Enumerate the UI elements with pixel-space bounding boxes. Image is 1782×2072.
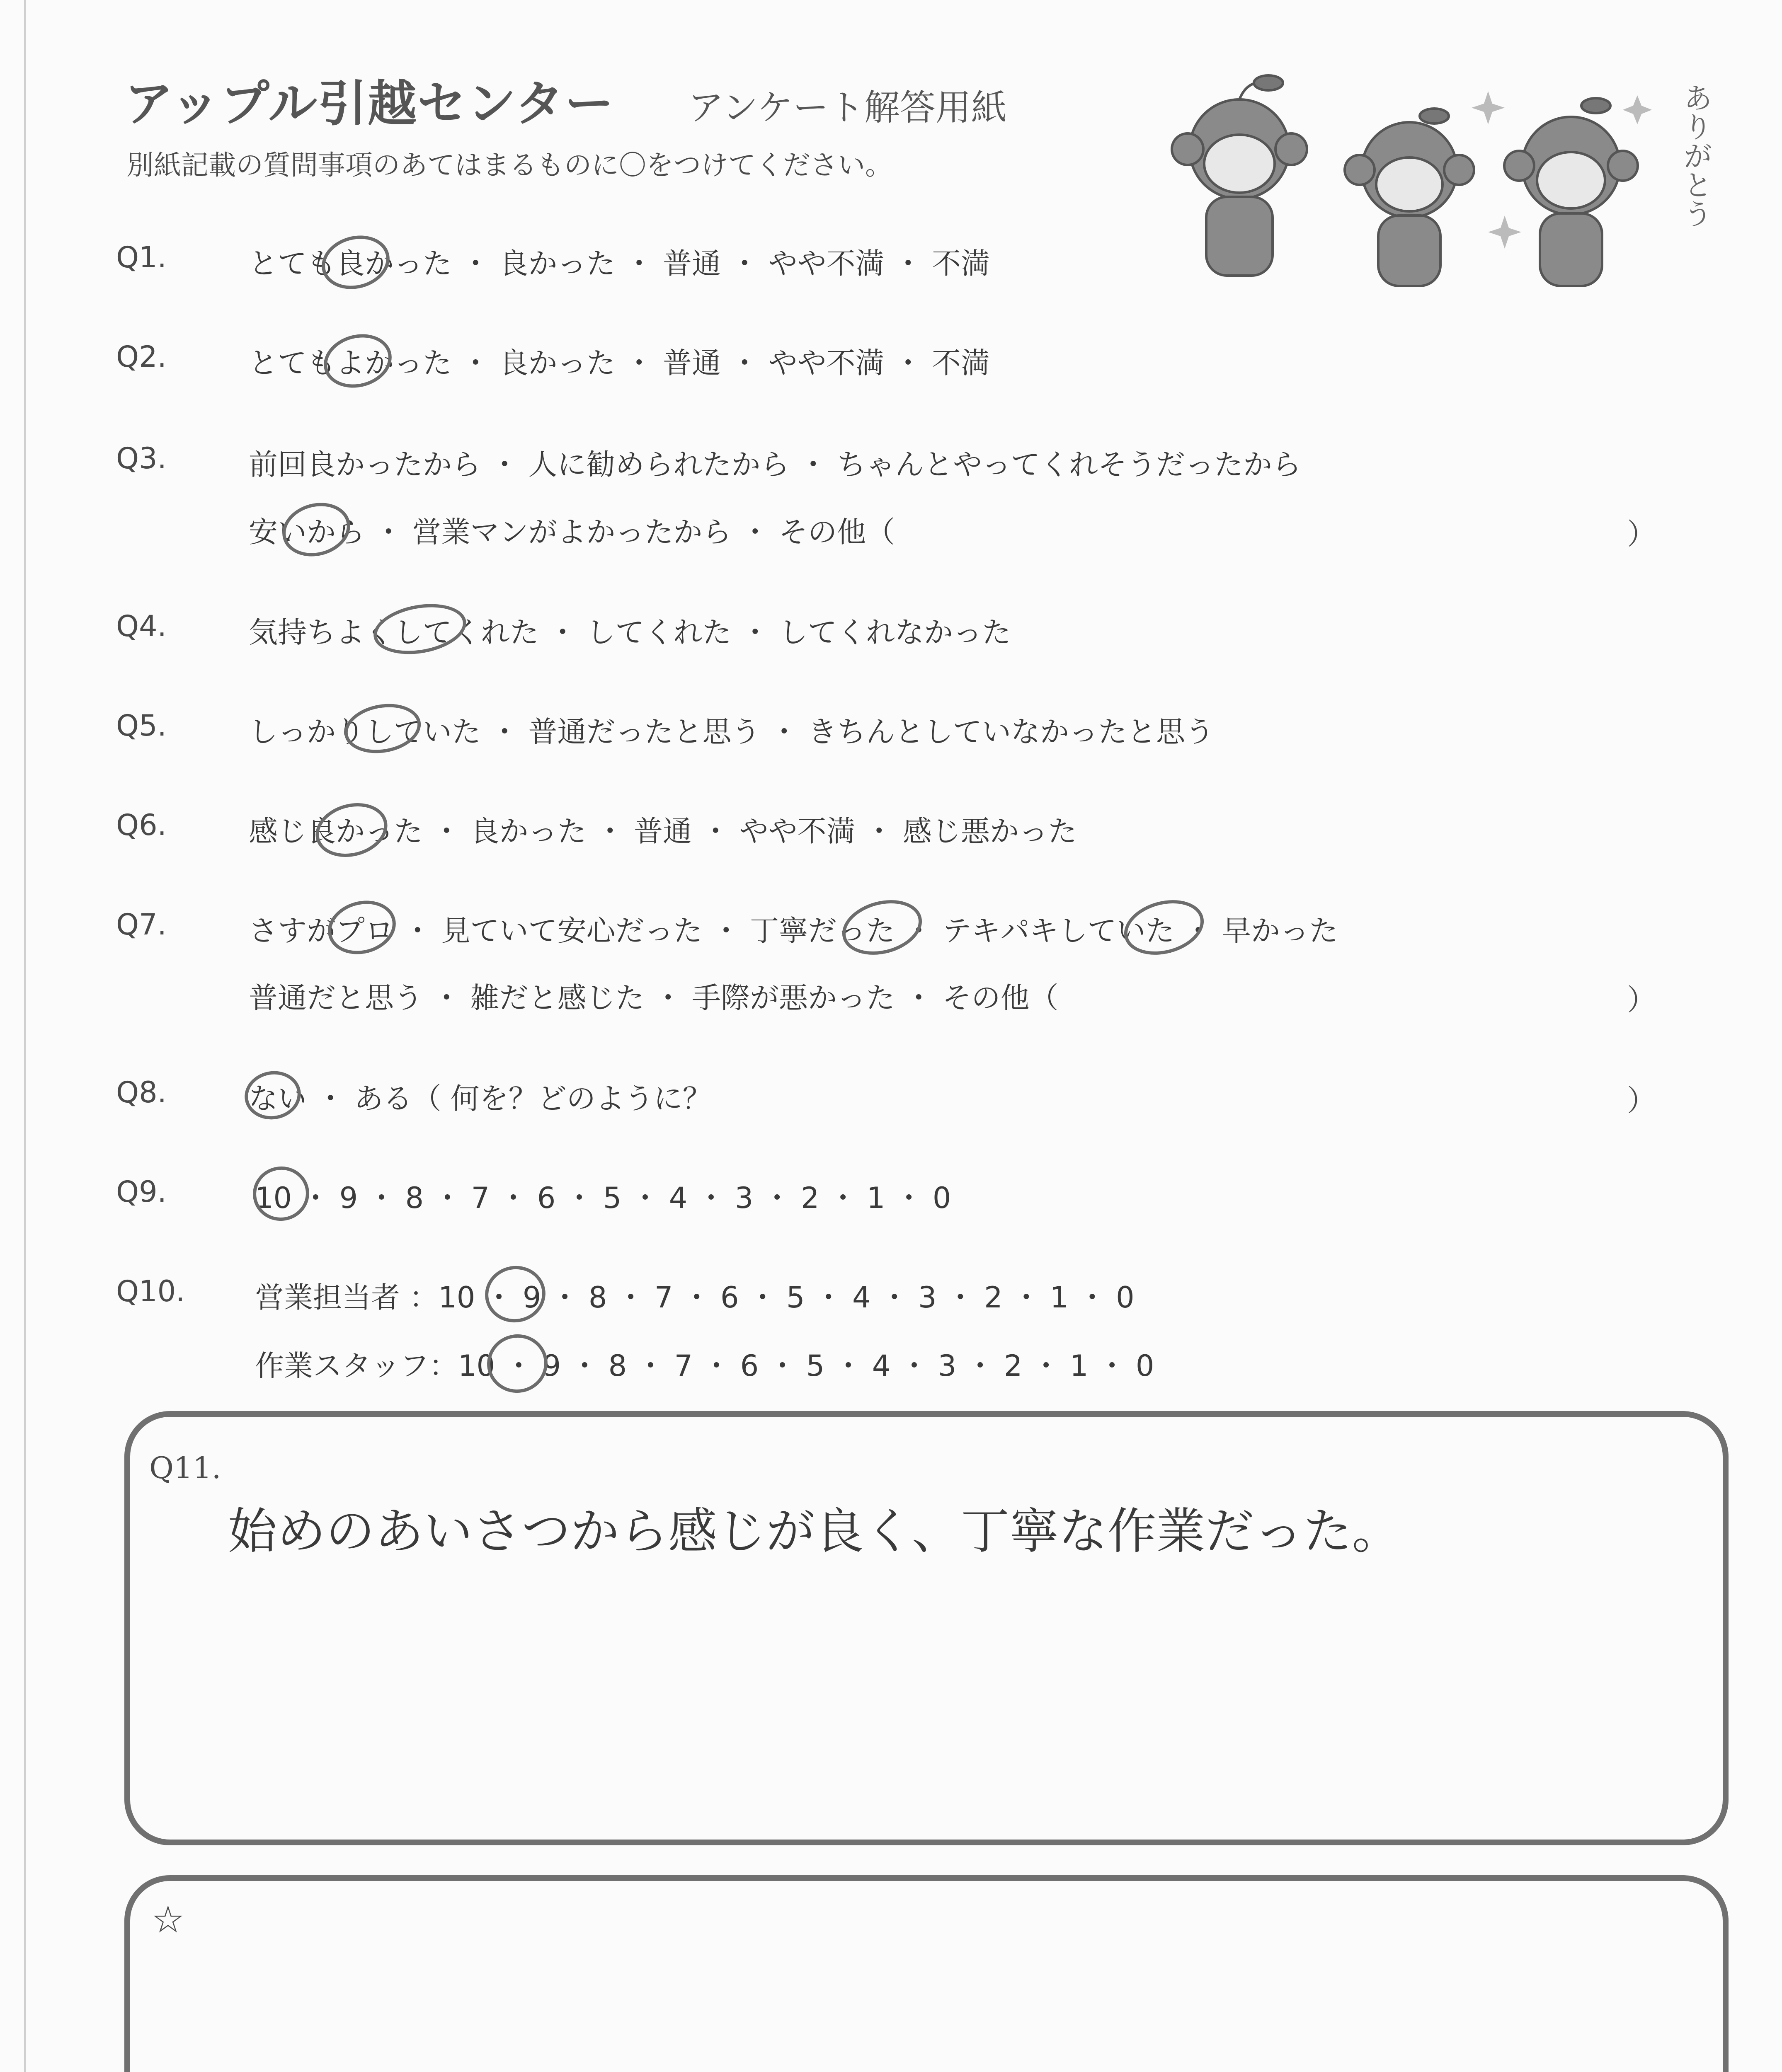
q7-close-paren: ） (1627, 983, 1656, 1017)
q1-options: とても良かった ・ 良かった ・ 普通 ・ やや不満 ・ 不満 (249, 247, 990, 281)
q8-close-paren: ） (1627, 1084, 1656, 1118)
form-subtitle: アンケート解答用紙 (688, 87, 1007, 128)
q3-options-line2: 安いから ・ 営業マンがよかったから ・ その他（ (249, 515, 895, 549)
q6-label: Q6. (116, 808, 167, 842)
answer-circle-q6 (310, 795, 394, 864)
answer-circle-q3 (276, 496, 356, 564)
answer-circle-q7a (322, 893, 402, 962)
monkey-mascots-illustration (1144, 66, 1700, 298)
q10-sales-scale: 営業担当者 ：10 ・ 9 ・ 8 ・ 7 ・ 6 ・ 5 ・ 4 ・ 3 ・ 2 ・ 1 ・ 0 (255, 1280, 1135, 1314)
answer-circle-q1 (316, 228, 396, 297)
q3-label: Q3. (116, 441, 167, 475)
q4-label: Q4. (116, 609, 167, 643)
q11-handwritten-answer: 始めのあいさつから感じが良く、丁寧な作業だった。 (228, 1503, 1401, 1560)
scan-edge (24, 0, 26, 2072)
q11-label: Q11. (149, 1450, 221, 1485)
q2-label: Q2. (116, 340, 167, 374)
q11-answer-box (124, 1411, 1729, 1845)
q7-options-line1: さすがプロ ・ 見ていて安心だった ・ 丁寧だった ・ テキパキしていた ・ 早かった (249, 914, 1338, 948)
instruction-text: 別紙記載の質問事項のあてはまるものに〇をつけてください。 (126, 149, 892, 181)
star-comment-box (124, 1875, 1729, 2072)
q3-close-paren: ） (1627, 517, 1656, 551)
answer-circle-q7c (1118, 892, 1210, 963)
answer-circle-q10-sales (480, 1261, 550, 1327)
q5-options: しっかりしていた ・ 普通だったと思う ・ きちんとしていなかったと思う (249, 715, 1215, 749)
q10-label: Q10. (116, 1274, 185, 1308)
q7-options-line2: 普通だと思う ・ 雑だと感じた ・ 手際が悪かった ・ その他（ (249, 981, 1059, 1015)
q5-label: Q5. (116, 709, 167, 743)
star-label: ☆ (151, 1898, 185, 1941)
q2-options: とてもよかった ・ 良かった ・ 普通 ・ やや不満 ・ 不満 (249, 346, 990, 380)
form-title: アップル引越センター (124, 75, 615, 132)
q1-label: Q1. (116, 240, 167, 274)
q9-label: Q9. (116, 1175, 167, 1209)
q8-options: ない ・ ある（ 何を？どのように？ (249, 1082, 712, 1116)
thanks-text: ありがとう (1679, 83, 1713, 228)
answer-circle-q7b (836, 892, 928, 963)
q4-options: 気持ちよくしてくれた ・ してくれた ・ してくれなかった (249, 615, 1011, 649)
q3-options-line1: 前回良かったから ・ 人に勧められたから ・ ちゃんとやってくれそうだったから (249, 448, 1302, 482)
answer-circle-q10-staff (482, 1329, 552, 1397)
q9-scale: 10 ・ 9 ・ 8 ・ 7 ・ 6 ・ 5 ・ 4 ・ 3 ・ 2 ・ 1 ・ 0 (255, 1181, 951, 1215)
q10-staff-scale: 作業スタッフ：10 ・ 9 ・ 8 ・ 7 ・ 6 ・ 5 ・ 4 ・ 3 ・ 2 ・ 1 ・ 0 (255, 1349, 1154, 1383)
q8-label: Q8. (116, 1075, 167, 1109)
answer-circle-q2 (318, 327, 398, 395)
answer-circle-q4 (370, 597, 470, 661)
q7-label: Q7. (116, 908, 167, 942)
q6-options: 感じ良かった ・ 良かった ・ 普通 ・ やや不満 ・ 感じ悪かった (249, 814, 1077, 848)
